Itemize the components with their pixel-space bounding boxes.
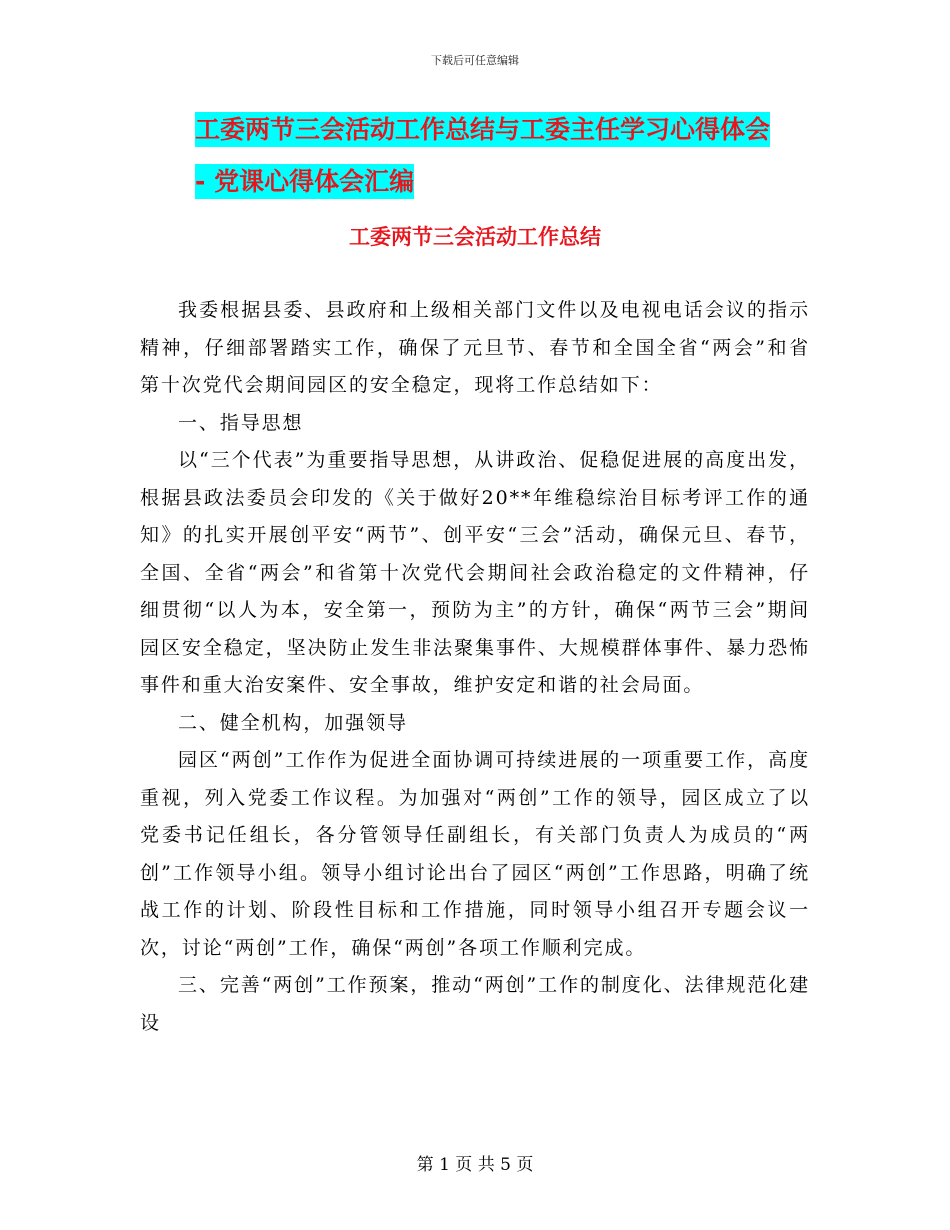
body-paragraph-intro: 我委根据县委、县政府和上级相关部门文件以及电视电话会议的指示精神，仔细部署踏实工作，确保了元旦节、春节和全国全省“两会”和省第十次党代会期间园区的安全稳定，现将工作总结如下： [140,299,810,396]
section-title: 工委两节三会活动工作总结 [349,225,601,249]
document-title-line-2 [195,162,835,201]
page-footer [0,1155,950,1175]
document-title [195,110,835,214]
page-number-label: 第 1 页 共 5 页 [416,1155,534,1175]
heading-guiding-ideology: 一、指导思想 [178,411,304,434]
body-paragraph-ideology: 以“三个代表”为重要指导思想，从讲政治、促稳促进展的高度出发，根据县政法委员会印发的《关于做好20**年维稳综治目标考评工作的通知》的扎实开展创平安“两节”、创平安“三会”活动，确保元旦、春节，全国、全省“两会”和省第十次党代会期间社会政治稳定的文件精神，仔细贯彻“以人为本，安全第一，预防为主”的方针，确保“两节三会”期间园区安全稳定，坚决防止发生非法聚集事件、大规模群体事件、暴力恐怖事件和重大治安案件、安全事故，维护安定和谐的社会局面。 [140,449,810,696]
body-paragraph-organization: 园区“两创”工作作为促进全面协调可持续进展的一项重要工作，高度重视，列入党委工作议程。为加强对“两创”工作的领导，园区成立了以党委书记任组长，各分管领导任副组长，有关部门负责人为成员的“两创”工作领导小组。领导小组讨论出台了园区“两创”工作思路，明确了统战工作的计划、阶段性目标和工作措施，同时领导小组召开专题会议一次，讨论“两创”工作，确保“两创”各项工作顺利完成。 [140,749,810,959]
heading-plan: 三、完善“两创”工作预案，推动“两创”工作的制度化、法律规范化建设 [140,974,810,1034]
heading-organization: 二、健全机构，加强领导 [178,711,408,734]
document-body [140,292,810,1042]
document-title-line-1-text: 工委两节三会活动工作总结与工委主任学习心得体会 [195,112,770,147]
document-title-line-2-text: - 党课心得体会汇编 [195,164,414,199]
document-title-line-1 [195,110,835,149]
page-header-note: 下载后可任意编辑 [431,54,519,67]
